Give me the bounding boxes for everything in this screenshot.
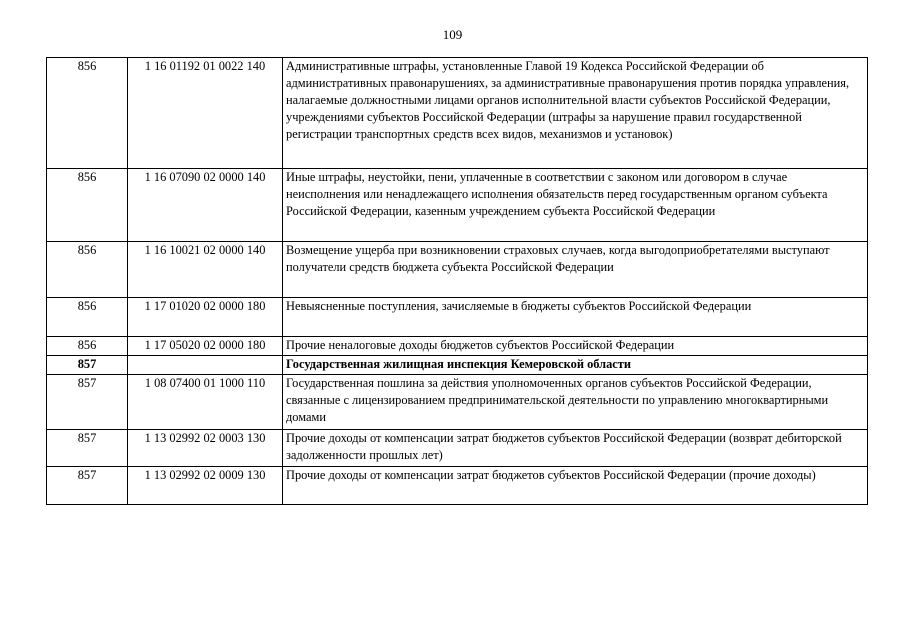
description-cell: Иные штрафы, неустойки, пени, уплаченные в соответствии с законом или договором в случае неисполнения или ненадлежащего исполнения обязательств перед государственным органом субъекта Российской Федерации, казенным учреждением субъекта Российской Федерации xyxy=(283,169,868,242)
description-cell: Невыясненные поступления, зачисляемые в бюджеты субъектов Российской Федерации xyxy=(283,298,868,337)
table-row xyxy=(47,242,868,298)
description-cell: Возмещение ущерба при возникновении страховых случаев, когда выгодоприобретателями выступают получатели средств бюджета субъекта Российской Федерации xyxy=(283,242,868,298)
admin-code-cell: 857 xyxy=(47,356,128,375)
admin-code-cell: 856 xyxy=(47,298,128,337)
budget-classification-table xyxy=(46,57,868,505)
description-cell: Государственная пошлина за действия уполномоченных органов субъектов Российской Федерации, связанные с лицензированием предпринимательской деятельности по управлению многоквартирными домами xyxy=(283,375,868,430)
admin-code-cell: 856 xyxy=(47,242,128,298)
table-row xyxy=(47,58,868,169)
table-row xyxy=(47,169,868,242)
revenue-code-cell: 1 16 07090 02 0000 140 xyxy=(128,169,283,242)
revenue-code-cell: 1 16 10021 02 0000 140 xyxy=(128,242,283,298)
table-row xyxy=(47,430,868,467)
revenue-code-cell: 1 17 01020 02 0000 180 xyxy=(128,298,283,337)
revenue-code-cell: 1 13 02992 02 0003 130 xyxy=(128,430,283,467)
description-cell: Прочие неналоговые доходы бюджетов субъектов Российской Федерации xyxy=(283,337,868,356)
section-header-row xyxy=(47,356,868,375)
admin-code-cell: 856 xyxy=(47,169,128,242)
description-cell: Прочие доходы от компенсации затрат бюджетов субъектов Российской Федерации (возврат дебиторской задолженности прошлых лет) xyxy=(283,430,868,467)
admin-code-cell: 857 xyxy=(47,430,128,467)
table-row xyxy=(47,467,868,505)
revenue-code-cell: 1 08 07400 01 1000 110 xyxy=(128,375,283,430)
revenue-code-cell: 1 13 02992 02 0009 130 xyxy=(128,467,283,505)
table-row xyxy=(47,337,868,356)
revenue-code-cell: 1 17 05020 02 0000 180 xyxy=(128,337,283,356)
admin-code-cell: 856 xyxy=(47,337,128,356)
admin-code-cell: 856 xyxy=(47,58,128,169)
page-number: 109 xyxy=(442,27,463,42)
table-row xyxy=(47,375,868,430)
admin-code-cell: 857 xyxy=(47,375,128,430)
revenue-code-cell: 1 16 01192 01 0022 140 xyxy=(128,58,283,169)
revenue-code-cell xyxy=(128,356,283,375)
section-title-cell: Государственная жилищная инспекция Кемеровской области xyxy=(283,356,868,375)
description-cell: Прочие доходы от компенсации затрат бюджетов субъектов Российской Федерации (прочие доходы) xyxy=(283,467,868,505)
admin-code-cell: 857 xyxy=(47,467,128,505)
description-cell: Административные штрафы, установленные Главой 19 Кодекса Российской Федерации об административных правонарушениях, за административные правонарушения против порядка управления, налагаемые должностными лицами органов исполнительной власти субъектов Российской Федерации, учреждениями субъектов Российской Федерации (штрафы за нарушение правил государственной регистрации транспортных средств всех видов, механизмов и установок) xyxy=(283,58,868,169)
table-row xyxy=(47,298,868,337)
